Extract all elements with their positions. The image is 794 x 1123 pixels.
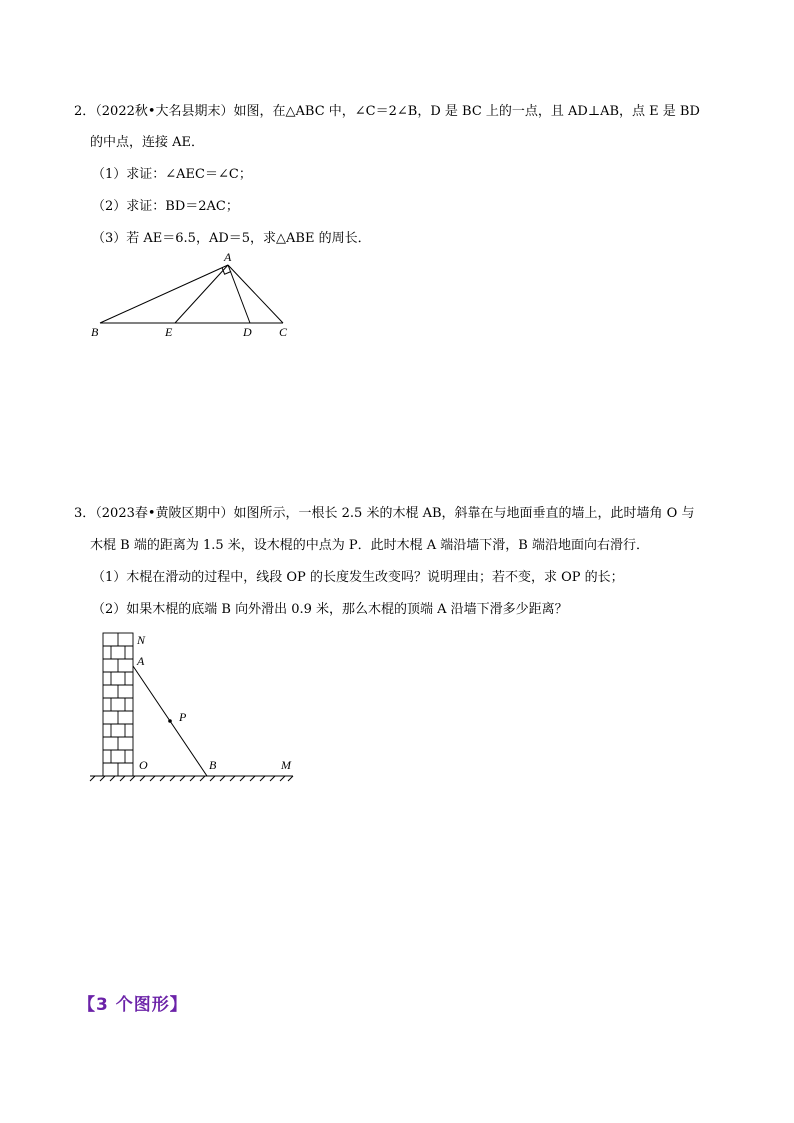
q3-part1: （1）木棍在滑动的过程中，线段 OP 的长度发生改变吗？说明理由；若不变，求 OP 的长； [92, 570, 624, 585]
label-o: O [139, 758, 148, 772]
q3-ladder-figure [85, 628, 300, 788]
q2-triangle-figure [85, 250, 305, 345]
q3-part2: （2）如果木棍的底端 B 向外滑出 0.9 米，那么木棍的顶端 A 沿墙下滑多少距离？ [92, 602, 568, 617]
segment-ad [228, 265, 250, 323]
label-m: M [281, 758, 291, 772]
q2-stem-line1: 2．（2022秋•大名县期末）如图，在△ABC 中，∠C＝2∠B，D 是 BC 上的一点，且 AD⊥AB，点 E 是 BD [74, 104, 700, 119]
label-c: C [279, 325, 288, 339]
label-b: B [209, 758, 217, 772]
label-p: P [179, 710, 187, 724]
q2-stem-line2: 的中点，连接 AE． [90, 135, 205, 150]
label-d: D [243, 325, 252, 339]
q3-stem-line2: 木棍 B 端的距离为 1.5 米，设木棍的中点为 P．此时木棍 A 端沿墙下滑，B 端沿地面向右滑行． [90, 538, 649, 553]
segment-ae [175, 265, 228, 323]
q3-stem-line1: 3．（2023春•黄陂区期中）如图所示，一根长 2.5 米的木棍 AB，斜靠在与地面垂直的墙上，此时墙角 O 与 [74, 506, 695, 521]
segment-ac [228, 265, 283, 323]
q2-part3: （3）若 AE＝6.5，AD＝5，求△ABE 的周长． [92, 231, 371, 246]
section-heading: 【3 个图形】 [78, 995, 188, 1015]
q2-part1: （1）求证：∠AEC＝∠C； [92, 167, 252, 182]
label-b: B [91, 325, 99, 339]
label-e: E [165, 325, 173, 339]
q2-part2: （2）求证：BD＝2AC； [92, 199, 239, 214]
midpoint-p [168, 719, 172, 723]
segment-ab [100, 265, 228, 323]
ground-line [90, 776, 293, 781]
label-n: N [137, 633, 146, 647]
label-a: A [137, 654, 145, 668]
brick-wall [103, 633, 133, 776]
label-a: A [224, 250, 232, 264]
